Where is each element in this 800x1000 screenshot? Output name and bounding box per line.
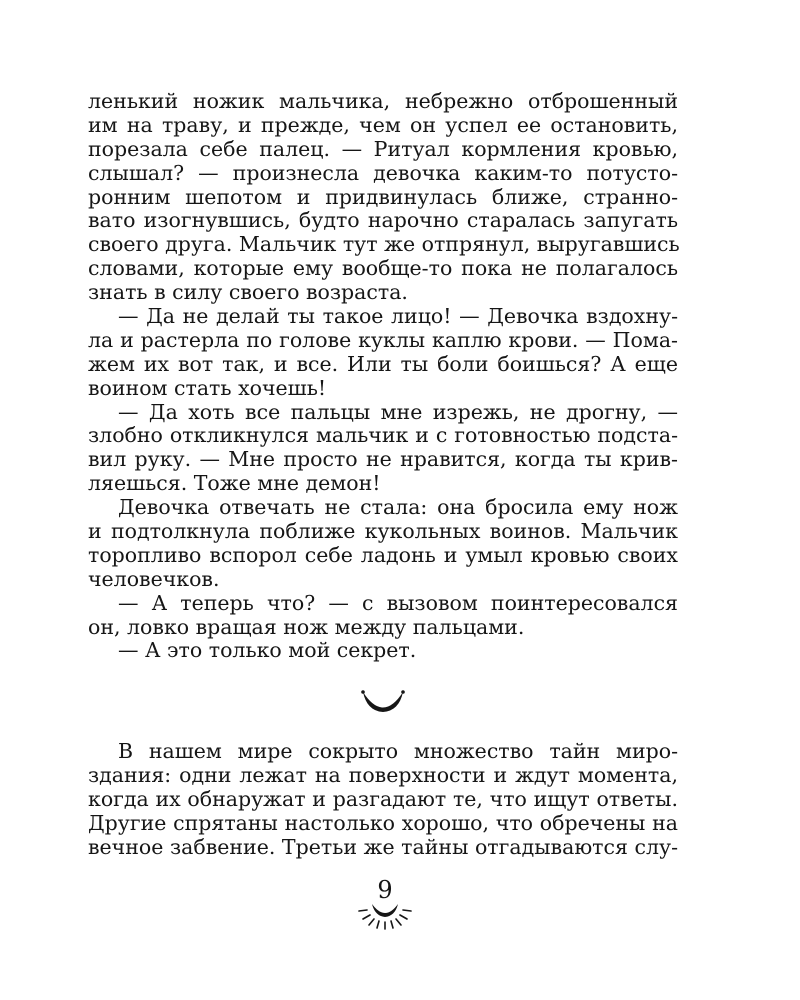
text-line: человечков. xyxy=(88,566,220,591)
text-line: знать в силу своего возраста. xyxy=(88,280,408,305)
text-line: — Да хоть все пальцы мне изрежь, не дрогну, — xyxy=(118,399,678,424)
text-block-bottom xyxy=(88,740,678,859)
text-line: — А теперь что? — с вызовом поинтересовался xyxy=(118,590,678,615)
text-line: вечное забвение. Третьи же тайны отгадываются слу- xyxy=(88,834,678,859)
text-block-top xyxy=(88,90,678,663)
text-line: он, ловко вращая нож между пальцами. xyxy=(88,614,525,639)
crescent-moon-rays-icon xyxy=(350,898,420,932)
text-line: и подтолкнула поближе кукольных воинов. Мальчик xyxy=(88,519,678,544)
text-line: ленький ножик мальчика, небрежно отброшенный xyxy=(88,89,678,113)
crescent-moon-icon xyxy=(361,687,405,717)
text-line: ла и растерла по голове куклы каплю крови. — Пома- xyxy=(88,327,678,352)
text-line: Девочка отвечать не стала: она бросила ему нож xyxy=(118,495,678,520)
text-line: — Да не делай ты такое лицо! — Девочка вздохну- xyxy=(118,304,678,329)
text-line: жем их вот так, и все. Или ты боли боишься? А еще xyxy=(88,351,678,376)
page-number: 9 xyxy=(377,876,393,904)
text-line: словами, которые ему вообще-то пока не полагалось xyxy=(88,256,678,281)
text-line: злобно откликнулся мальчик и с готовностью подста- xyxy=(88,423,678,448)
text-line: здания: одни лежат на поверхности и ждут момента, xyxy=(88,762,678,787)
text-line: своего друга. Мальчик тут же отпрянул, выругавшись xyxy=(88,232,680,257)
text-line: В нашем мире сокрыто множество тайн миро- xyxy=(118,739,678,763)
text-line: — А это только мой секрет. xyxy=(118,638,417,663)
text-line: когда их обнаружат и разгадают те, что ищут ответы. xyxy=(88,786,678,811)
text-line: ляешься. Тоже мне демон! xyxy=(88,471,381,496)
page-footer xyxy=(340,876,430,936)
text-line: Другие спрятаны настолько хорошо, что обречены на xyxy=(88,810,678,835)
text-line: им на траву, и прежде, чем он успел ее остановить, xyxy=(88,112,678,137)
text-line: торопливо вспорол себе ладонь и умыл кровью своих xyxy=(88,542,678,567)
text-line: слышал? — произнесла девочка каким-то потусто- xyxy=(88,160,678,185)
text-line: вато изогнувшись, будто нарочно старалась запугать xyxy=(88,208,678,233)
text-line: ронним шепотом и придвинулась ближе, странно- xyxy=(88,184,678,209)
text-line: вил руку. — Мне просто не нравится, когда ты крив- xyxy=(88,447,678,472)
text-line: порезала себе палец. — Ритуал кормления кровью, xyxy=(88,136,678,161)
text-line: воином стать хочешь! xyxy=(88,375,327,400)
